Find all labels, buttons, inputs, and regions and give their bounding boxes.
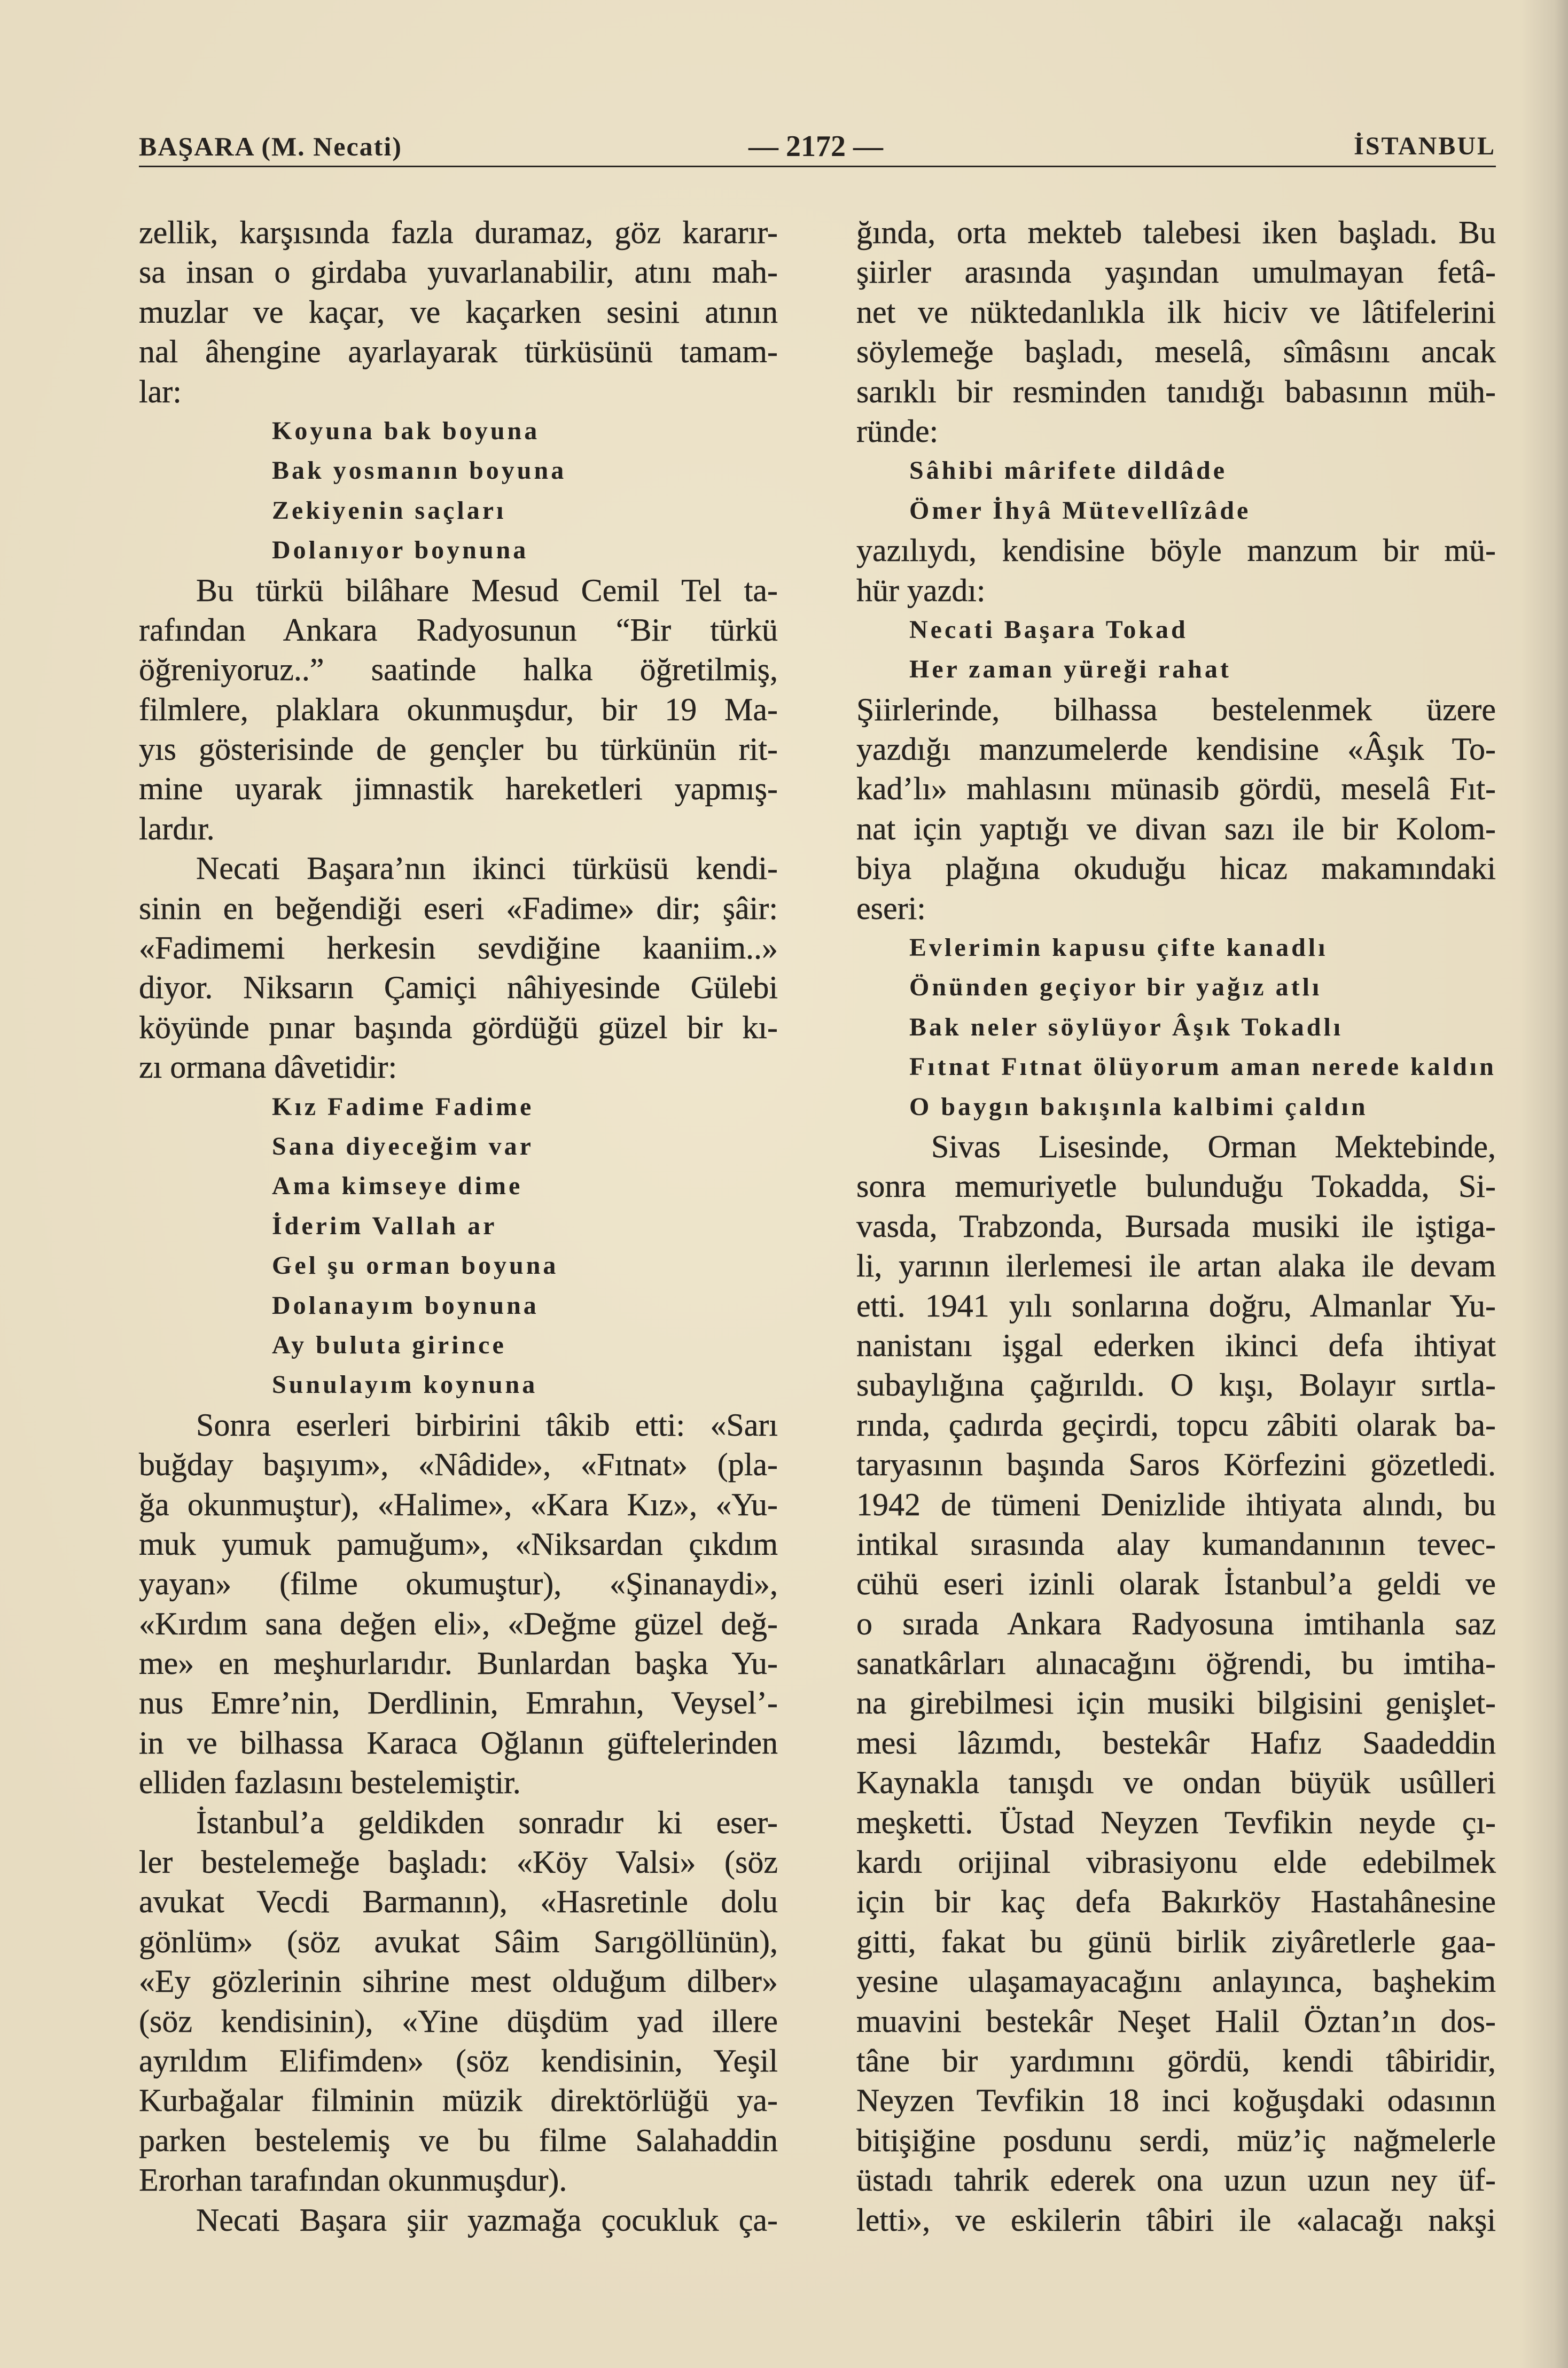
text-line: için bir kaç defa Bakırköy Hastahânesine — [856, 1884, 1496, 1920]
text-line: söylemeğe başladı, meselâ, sîmâsını ancak — [856, 334, 1496, 370]
text-line: muk yumuk pamuğum», «Niksardan çıkdım — [139, 1526, 778, 1562]
text-line: li, yarının ilerlemesi ile artan alaka ile devam — [856, 1248, 1496, 1284]
verse-line: Ömer İhyâ Mütevellîzâde — [909, 496, 1251, 525]
verse-line: Necati Başara Tokad — [909, 615, 1188, 644]
right-column — [856, 213, 1496, 2240]
page-number: — 2172 — — [748, 130, 883, 163]
verse-line: Evlerimin kapusu çifte kanadlı — [909, 933, 1328, 962]
text-line: in ve bilhassa Karaca Oğlanın güftelerinden — [139, 1725, 778, 1761]
paragraph — [139, 2200, 778, 2240]
text-line: gitti, fakat bu günü birlik ziyâretlerle gaa- — [856, 1923, 1496, 1959]
text-line: Şiirlerinde, bilhassa bestelenmek üzere — [856, 691, 1496, 727]
text-line: eseri: — [856, 890, 926, 926]
text-line: Bu türkü bilâhare Mesud Cemil Tel ta- — [196, 572, 778, 608]
text-line: lar: — [139, 373, 182, 409]
verse-line: İderim Vallah ar — [272, 1211, 497, 1240]
text-line: cühü eseri izinli olarak İstanbul’a geldi ve — [856, 1566, 1496, 1602]
text-line: na girebilmesi için musiki bilgisini genişlet- — [856, 1685, 1496, 1721]
text-line: tâne bir yardımını gördü, kendi tâbiridir, — [856, 2043, 1496, 2078]
text-line: vasda, Trabzonda, Bursada musiki ile iştiga- — [856, 1208, 1496, 1244]
text-line: nanistanı işgal ederken ikinci defa ihtiyat — [856, 1327, 1496, 1363]
verse-line: Zekiyenin saçları — [272, 496, 506, 525]
text-line: sarıklı bir resminden tanıdığı babasının müh- — [856, 373, 1496, 409]
verse-line: Sâhibi mârifete dildâde — [909, 456, 1228, 485]
verse-line: Fıtnat Fıtnat ölüyorum aman nerede kaldın — [909, 1053, 1496, 1081]
text-line: elliden fazlasını bestelemiştir. — [139, 1765, 521, 1801]
text-line: Kurbağalar filminin müzik direktörlüğü ya- — [139, 2083, 778, 2118]
text-line: yıs gösterisinde de gençler bu türkünün rit- — [139, 731, 778, 767]
text-line: hür yazdı: — [856, 572, 986, 608]
text-line: net ve nüktedanlıkla ilk hiciv ve lâtifelerini — [856, 294, 1496, 330]
text-line: Necati Başara şiir yazmağa çocukluk ça- — [196, 2202, 778, 2238]
text-line: yesine ulaşamayacağını anlayınca, başhekim — [856, 1964, 1496, 1999]
text-line: (söz kendisinin), «Yine düşdüm yad illere — [139, 2003, 778, 2039]
verse-line: Koyuna bak boyuna — [272, 416, 540, 445]
text-line: rafından Ankara Radyosunun “Bir türkü — [139, 612, 778, 648]
text-line: zı ormana dâvetidir: — [139, 1049, 397, 1085]
verse-line: Önünden geçiyor bir yağız atlı — [909, 973, 1322, 1002]
paragraph — [139, 1803, 778, 2200]
text-line: İstanbul’a geldikden sonradır ki eser- — [196, 1804, 778, 1840]
verse-line: Ay buluta girince — [272, 1330, 506, 1359]
paragraph — [139, 1405, 778, 1803]
verse-line: O baygın bakışınla kalbimi çaldın — [909, 1092, 1368, 1121]
paragraph — [139, 571, 778, 849]
verse-line: Gel şu orman boyuna — [272, 1251, 559, 1280]
text-line: bitişiğine posdunu serdi, müz’iç nağmelerle — [856, 2122, 1496, 2158]
text-line: lardır. — [139, 811, 215, 846]
text-line: me» en meşhurlarıdır. Bunlardan başka Yu- — [139, 1646, 778, 1681]
text-line: «Fadimemi herkesin sevdiğine kaaniim..» — [139, 930, 778, 966]
text-line: ğa okunmuştur), «Halime», «Kara Kız», «Yu- — [139, 1486, 778, 1522]
text-line: nus Emre’nin, Derdlinin, Emrahın, Veysel’- — [139, 1685, 778, 1721]
text-line: avukat Vecdi Barmanın), «Hasretinle dolu — [139, 1884, 778, 1920]
text-line: üstadı tahrik ederek ona uzun uzun ney üf- — [856, 2162, 1496, 2198]
text-line: etti. 1941 yılı sonlarına doğru, Almanlar Yu- — [856, 1288, 1496, 1323]
text-line: Sonra eserleri birbirini tâkib etti: «Sarı — [196, 1407, 778, 1443]
paragraph — [139, 213, 778, 411]
text-line: intikal sırasında alay kumandanının tevec- — [856, 1526, 1496, 1562]
text-line: ğında, orta mekteb talebesi iken başladı. Bu — [856, 215, 1496, 250]
text-line: şiirler arasında yaşından umulmayan fetâ- — [856, 254, 1496, 290]
text-line: sinin en beğendiği eseri «Fadime» dir; şâir: — [139, 890, 778, 926]
text-line: letti», ve eskilerin tâbiri ile «alacağı nakşi — [856, 2202, 1496, 2238]
text-line: ayrıldım Elifimden» (söz kendisinin, Yeşil — [139, 2043, 778, 2078]
header-rule — [139, 166, 1496, 167]
text-line: meşketti. Üstad Neyzen Tevfikin neyde çı- — [856, 1804, 1496, 1840]
verse-line: Bak yosmanın boyuna — [272, 456, 567, 485]
text-line: kad’lı» mahlasını münasib gördü, meselâ Fıt- — [856, 771, 1496, 807]
verse-line: Sunulayım koynuna — [272, 1370, 538, 1399]
verse-block — [139, 1087, 778, 1247]
text-line: nat için yaptığı ve divan sazı ile bir Kolom- — [856, 811, 1496, 846]
text-line: o sırada Ankara Radyosuna imtihanla saz — [856, 1606, 1496, 1641]
paragraph — [856, 531, 1496, 610]
running-head-title: İSTANBUL — [1354, 132, 1496, 160]
text-line: buğday başıyım», «Nâdide», «Fıtnat» (pla- — [139, 1447, 778, 1483]
text-line: nal âhengine ayarlayarak türküsünü tamam- — [139, 334, 778, 370]
verse-line: Her zaman yüreği rahat — [909, 655, 1231, 684]
verse-line: Dolanayım boynuna — [272, 1291, 539, 1320]
text-line: Erorhan tarafından okunmuşdur). — [139, 2162, 567, 2198]
text-line: ler bestelemeğe başladı: «Köy Valsi» (söz — [139, 1844, 778, 1880]
text-line: öğreniyoruz..” saatinde halka öğretilmiş, — [139, 652, 778, 688]
text-line: 1942 de tümeni Denizlide ihtiyata alındı, bu — [856, 1486, 1496, 1522]
text-line: Kaynakla tanışdı ve ondan büyük usûlleri — [856, 1765, 1496, 1801]
text-line: Neyzen Tevfikin 18 inci koğuşdaki odasının — [856, 2083, 1496, 2118]
text-line: yazılıydı, kendisine böyle manzum bir mü- — [856, 533, 1496, 568]
verse-line: Bak neler söylüyor Âşık Tokadlı — [909, 1012, 1344, 1041]
verse-block — [856, 610, 1496, 690]
text-line: ründe: — [856, 413, 939, 449]
text-line: sa insan o girdaba yuvarlanabilir, atını mah- — [139, 254, 778, 290]
text-line: yazdığı manzumelerde kendisine «Âşık To- — [856, 731, 1496, 767]
running-head-entry: BAŞARA (M. Necati) — [139, 131, 402, 161]
text-line: biya plağına okuduğu hicaz makamındaki — [856, 851, 1496, 886]
text-line: mesi lâzımdı, bestekâr Hafız Saadeddin — [856, 1725, 1496, 1761]
verse-block — [139, 411, 778, 571]
verse-block — [856, 451, 1496, 531]
text-line: köyünde pınar başında gördüğü güzel bir kı- — [139, 1009, 778, 1045]
text-line: taryasının başında Saros Körfezini gözetledi. — [856, 1447, 1496, 1483]
verse-line: Sana diyeceğim var — [272, 1132, 534, 1160]
text-line: filmlere, plaklara okunmuşdur, bir 19 Ma- — [139, 691, 778, 727]
text-line: «Kırdım sana değen eli», «Değme güzel değ- — [139, 1606, 778, 1641]
text-line: diyor. Niksarın Çamiçi nâhiyesinde Gülebi — [139, 970, 778, 1006]
paragraph — [856, 690, 1496, 928]
text-line: rında, çadırda geçirdi, topcu zâbiti olarak ba- — [856, 1407, 1496, 1443]
text-line: Sivas Lisesinde, Orman Mektebinde, — [931, 1128, 1496, 1164]
text-line: sanatkârları alınacağını öğrendi, bu imtiha- — [856, 1646, 1496, 1681]
verse-line: Dolanıyor boynuna — [272, 536, 529, 565]
verse-line: Kız Fadime Fadime — [272, 1092, 534, 1121]
text-line: yayan» (filme okumuştur), «Şinanaydi», — [139, 1566, 778, 1602]
paragraph — [856, 1127, 1496, 2240]
text-line: «Ey gözlerinin sihrine mest olduğum dilber» — [139, 1964, 778, 1999]
text-line: muzlar ve kaçar, ve kaçarken sesini atının — [139, 294, 778, 330]
text-line: zellik, karşısında fazla duramaz, göz kararır- — [139, 215, 778, 250]
verse-line: Ama kimseye dime — [272, 1172, 523, 1201]
text-line: muavini bestekâr Neşet Halil Öztan’ın dos- — [856, 2003, 1496, 2039]
verse-block — [139, 1246, 778, 1405]
left-column — [139, 213, 778, 2240]
text-line: kardı orijinal vibrasiyonu elde edebilmek — [856, 1844, 1496, 1880]
text-line: sonra memuriyetle bulunduğu Tokadda, Si- — [856, 1169, 1496, 1204]
text-line: Necati Başara’nın ikinci türküsü kendi- — [196, 851, 778, 886]
verse-block — [856, 928, 1496, 1127]
text-line: parken bestelemiş ve bu filme Salahaddin — [139, 2122, 778, 2158]
paragraph — [139, 848, 778, 1087]
paragraph — [856, 213, 1496, 451]
text-line: subaylığına çağırıldı. O kışı, Bolayır sırtla- — [856, 1367, 1496, 1403]
text-line: gönlüm» (söz avukat Sâim Sarıgöllünün), — [139, 1923, 778, 1959]
text-line: mine uyarak jimnastik hareketleri yapmış- — [139, 771, 778, 807]
